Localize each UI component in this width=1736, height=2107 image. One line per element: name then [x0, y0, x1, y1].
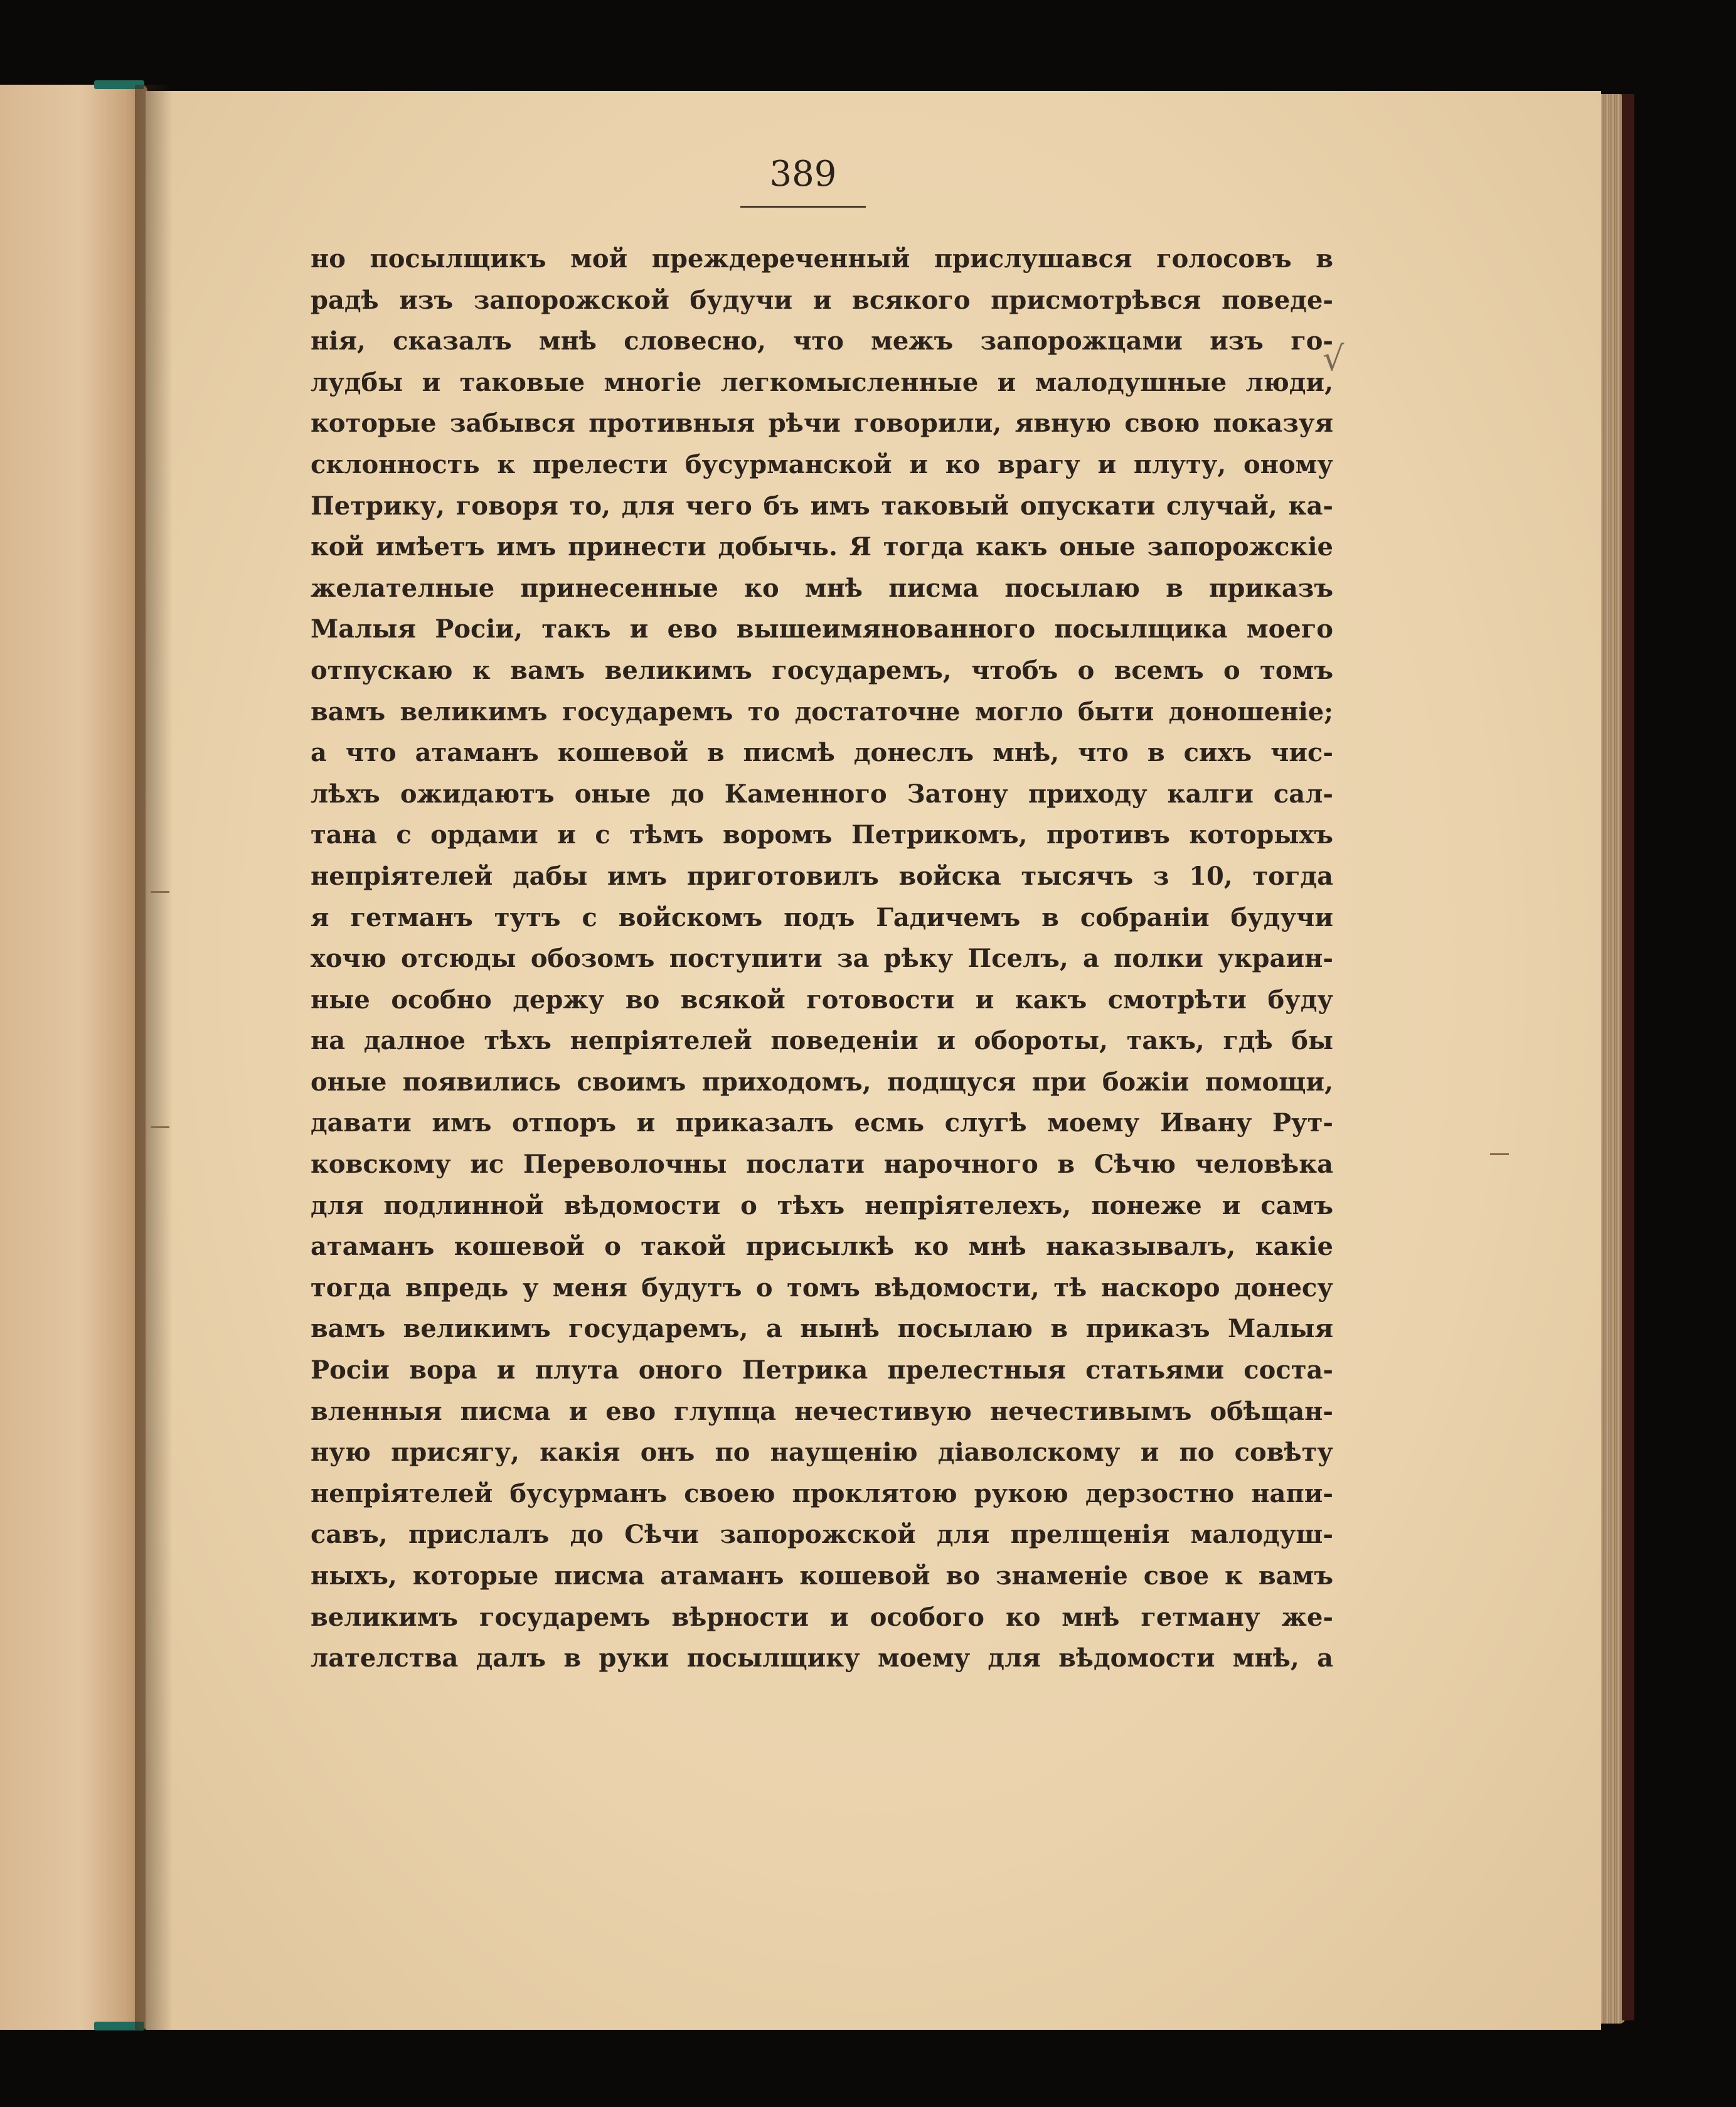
- text-line: я гетманъ тутъ с войскомъ подъ Гадичемъ в собраніи будучи: [311, 902, 1333, 932]
- book-cover-edge: [1622, 94, 1634, 2020]
- text-line: но посылщикъ мой преждереченный прислушався голосовъ в: [311, 244, 1333, 274]
- previous-page-edge: [0, 85, 147, 2030]
- text-line: тана с ордами и с тѣмъ воромъ Петрикомъ, противъ которыхъ: [311, 820, 1333, 850]
- text-line: Петрику, говоря то, для чего бъ имъ таковый опускати случай, ка-: [311, 491, 1333, 521]
- text-line: нія, сказалъ мнѣ словесно, что межъ запорожцами изъ го-: [311, 326, 1333, 356]
- text-line: савъ, прислалъ до Сѣчи запорожской для прелщенія малодуш-: [311, 1520, 1333, 1550]
- text-line: непріятелей бусурманъ своею проклятою рукою дерзостно напи-: [311, 1478, 1333, 1508]
- text-line: хочю отсюды обозомъ поступити за рѣку Пселъ, а полки украин-: [311, 944, 1333, 974]
- text-line: вамъ великимъ государемъ то достаточне могло быти доношеніе;: [311, 696, 1333, 727]
- text-line: радѣ изъ запорожской будучи и всякого присмотрѣвся поведе-: [311, 285, 1333, 315]
- text-line: вленныя писма и ево глупца нечестивую нечестивымъ обѣщан-: [311, 1396, 1333, 1426]
- text-line: великимъ государемъ вѣрности и особого ко мнѣ гетману же-: [311, 1602, 1333, 1632]
- text-line: склонность к прелести бусурманской и ко врагу и плуту, оному: [311, 449, 1333, 479]
- text-line: ныхъ, которые писма атаманъ кошевой во знаменіе свое к вамъ: [311, 1561, 1333, 1591]
- text-line: ную присягу, какія онъ по наущенію діаволскому и по совѣту: [311, 1438, 1333, 1468]
- text-line: атаманъ кошевой о такой присылкѣ ко мнѣ наказывалъ, какіе: [311, 1232, 1333, 1262]
- body-text: [311, 238, 1333, 1679]
- text-line: давати имъ отпоръ и приказалъ есмь слугѣ моему Ивану Рут-: [311, 1108, 1333, 1138]
- handwritten-check-mark: √: [1323, 339, 1345, 378]
- text-line: кой имѣетъ имъ принести добычь. Я тогда какъ оные запорожскіе: [311, 532, 1333, 562]
- text-line: а что атаманъ кошевой в писмѣ донеслъ мнѣ, что в сихъ чис-: [311, 738, 1333, 768]
- text-line: лѣхъ ожидаютъ оные до Каменного Затону приходу калги сал-: [311, 779, 1333, 809]
- page-number-rule: [740, 206, 866, 208]
- text-line: вамъ великимъ государемъ, а нынѣ посылаю в приказъ Малыя: [311, 1314, 1333, 1344]
- text-line: желателные принесенные ко мнѣ писма посылаю в приказъ: [311, 573, 1333, 603]
- text-line: тогда впредь у меня будутъ о томъ вѣдомости, тѣ наскоро донесу: [311, 1272, 1333, 1303]
- edge-tick: [151, 891, 169, 893]
- text-line: Малыя Росіи, такъ и ево вышеимянованного посылщика моего: [311, 614, 1333, 644]
- text-line: которые забывся противныя рѣчи говорили, явную свою показуя: [311, 408, 1333, 439]
- edge-tick: [1490, 1153, 1509, 1155]
- edge-tick: [151, 1126, 169, 1128]
- text-line: Росіи вора и плута оного Петрика прелестныя статьями соста-: [311, 1355, 1333, 1385]
- text-line: ные особно держу во всякой готовости и какъ смотрѣти буду: [311, 984, 1333, 1015]
- text-line: оные появились своимъ приходомъ, подщуся при божіи помощи,: [311, 1067, 1333, 1097]
- page-number: 389: [769, 154, 837, 195]
- text-line: отпускаю к вамъ великимъ государемъ, чтобъ о всемъ о томъ: [311, 655, 1333, 685]
- text-line: на далное тѣхъ непріятелей поведеніи и обороты, такъ, гдѣ бы: [311, 1026, 1333, 1056]
- gutter-shadow: [135, 85, 173, 2030]
- text-line: непріятелей дабы имъ приготовилъ войска тысячъ з 10, тогда: [311, 861, 1333, 891]
- text-line: для подлинной вѣдомости о тѣхъ непріятелехъ, понеже и самъ: [311, 1190, 1333, 1220]
- text-line: ковскому ис Переволочны послати нарочного в Сѣчю человѣка: [311, 1150, 1333, 1180]
- text-line: лателства далъ в руки посылщику моему для вѣдомости мнѣ, а: [311, 1643, 1333, 1673]
- text-line: лудбы и таковые многіе легкомысленные и малодушные люди,: [311, 367, 1333, 397]
